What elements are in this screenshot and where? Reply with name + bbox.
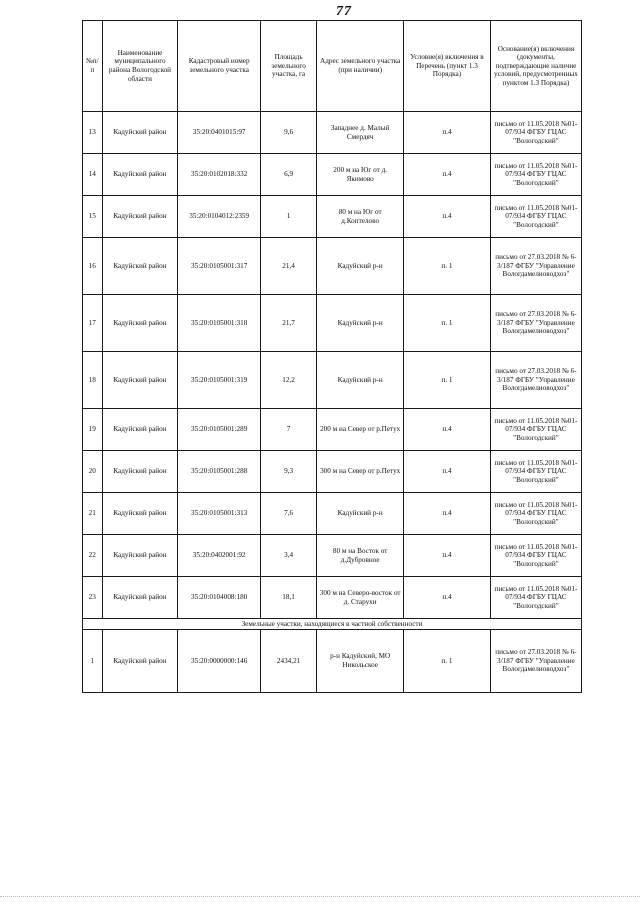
table-row — [83, 451, 582, 493]
cell-basis: письмо от 27.03.2018 № 6-3/187 ФГБУ "Управление Вологдамелиоводхоз" — [490, 352, 581, 409]
cell-cadastral: 35:20:0104008:180 — [178, 577, 260, 619]
cell-condition: п. 1 — [404, 238, 491, 295]
cell-basis: письмо от 27.03.2018 № 6-3/187 ФГБУ "Управление Вологдамелиоводхоз" — [490, 295, 581, 352]
cell-address: 300 м на Северо-восток от д. Старухи — [317, 577, 404, 619]
cell-num: 19 — [83, 409, 103, 451]
cell-num: 23 — [83, 577, 103, 619]
cell-condition: п. 1 — [404, 630, 491, 693]
cell-num: 22 — [83, 535, 103, 577]
cell-area: 9,6 — [260, 112, 316, 154]
cell-cadastral: 35:20:0102018:332 — [178, 154, 260, 196]
cell-cadastral: 35:20:0000000:146 — [178, 630, 260, 693]
cell-address: 300 м на Север от р.Петух — [317, 451, 404, 493]
cell-cadastral: 35:20:0401015:97 — [178, 112, 260, 154]
cell-area: 12,2 — [260, 352, 316, 409]
cell-num: 18 — [83, 352, 103, 409]
cell-condition: п.4 — [404, 112, 491, 154]
cell-municipality: Кадуйский район — [102, 409, 178, 451]
cell-condition: п.4 — [404, 577, 491, 619]
table-row — [83, 493, 582, 535]
cell-area: 7 — [260, 409, 316, 451]
cell-num: 13 — [83, 112, 103, 154]
cell-area: 18,1 — [260, 577, 316, 619]
cell-basis: письмо от 11.05.2018 №01-07/934 ФГБУ ГЦАС "Вологодский" — [490, 577, 581, 619]
cell-address: 200 м на Север от р.Петух — [317, 409, 404, 451]
cell-municipality: Кадуйский район — [102, 154, 178, 196]
cell-municipality: Кадуйский район — [102, 112, 178, 154]
table-row — [83, 630, 582, 693]
cell-num: 16 — [83, 238, 103, 295]
table-row — [83, 409, 582, 451]
cell-condition: п. 1 — [404, 295, 491, 352]
cell-condition: п.4 — [404, 493, 491, 535]
cell-basis: письмо от 11.05.2018 №01-07/934 ФГБУ ГЦАС "Вологодский" — [490, 493, 581, 535]
table-row — [83, 112, 582, 154]
cell-num: 14 — [83, 154, 103, 196]
header-num: №п/п — [83, 21, 103, 112]
cell-cadastral: 35:20:0105001:318 — [178, 295, 260, 352]
table-row — [83, 196, 582, 238]
cell-area: 21,4 — [260, 238, 316, 295]
cell-area: 3,4 — [260, 535, 316, 577]
cell-basis: письмо от 11.05.2018 №01-07/934 ФГБУ ГЦАС "Вологодский" — [490, 196, 581, 238]
section-header-row — [83, 619, 582, 630]
cell-basis: письмо от 11.05.2018 №01-07/934 ФГБУ ГЦАС "Вологодский" — [490, 451, 581, 493]
cell-municipality: Кадуйский район — [102, 238, 178, 295]
header-basis: Основание(я) включения (документы, подтверждающие наличие условий, предусмотренных пунктом 1.3 Порядка) — [490, 21, 581, 112]
cell-address: Кадуйский р-н — [317, 493, 404, 535]
cell-municipality: Кадуйский район — [102, 535, 178, 577]
cell-address: 80 м на Восток от д.Дубровное — [317, 535, 404, 577]
table-row — [83, 535, 582, 577]
cell-address: Кадуйский р-н — [317, 352, 404, 409]
cell-municipality: Кадуйский район — [102, 295, 178, 352]
cell-num: 20 — [83, 451, 103, 493]
header-condition: Условие(я) включения в Перечень (пункт 1.3 Порядка) — [404, 21, 491, 112]
cell-condition: п.4 — [404, 451, 491, 493]
cell-address: р-н Кадуйский, МО Никольское — [317, 630, 404, 693]
table-header-row — [83, 21, 582, 112]
cell-municipality: Кадуйский район — [102, 493, 178, 535]
cell-municipality: Кадуйский район — [102, 196, 178, 238]
table-row — [83, 154, 582, 196]
cell-num: 1 — [83, 630, 103, 693]
page-number: 77 — [336, 4, 352, 19]
cell-address: 80 м на Юг от д.Коптелово — [317, 196, 404, 238]
cell-num: 15 — [83, 196, 103, 238]
cell-municipality: Кадуйский район — [102, 630, 178, 693]
cell-condition: п.4 — [404, 154, 491, 196]
cell-area: 9,3 — [260, 451, 316, 493]
cell-area: 7,6 — [260, 493, 316, 535]
cell-municipality: Кадуйский район — [102, 451, 178, 493]
section-title: Земельные участки, находящиеся в частной собственности — [83, 619, 582, 630]
cell-num: 21 — [83, 493, 103, 535]
cell-basis: письмо от 27.03.2018 № 6-3/187 ФГБУ "Управление Вологдамелиоводхоз" — [490, 630, 581, 693]
cell-municipality: Кадуйский район — [102, 577, 178, 619]
cell-area: 1 — [260, 196, 316, 238]
cell-address: Кадуйский р-н — [317, 238, 404, 295]
cell-basis: письмо от 27.03.2018 № 6-3/187 ФГБУ "Управление Вологдамелиоводхоз" — [490, 238, 581, 295]
header-area: Площадь земельного участка, га — [260, 21, 316, 112]
cell-municipality: Кадуйский район — [102, 352, 178, 409]
cell-num: 17 — [83, 295, 103, 352]
cell-address: 200 м на Юг от д. Якимово — [317, 154, 404, 196]
cell-cadastral: 35:20:0105001:288 — [178, 451, 260, 493]
cell-basis: письмо от 11.05.2018 №01-07/934 ФГБУ ГЦАС "Вологодский" — [490, 409, 581, 451]
cell-basis: письмо от 11.05.2018 №01-07/934 ФГБУ ГЦАС "Вологодский" — [490, 154, 581, 196]
table-row — [83, 352, 582, 409]
header-municipality: Наименование муниципального района Вологодской области — [102, 21, 178, 112]
land-plots-table — [82, 20, 582, 693]
table-row — [83, 295, 582, 352]
cell-address: Кадуйский р-н — [317, 295, 404, 352]
cell-condition: п.4 — [404, 409, 491, 451]
header-cadastral: Кадастровый номер земельного участка — [178, 21, 260, 112]
cell-cadastral: 35:20:0105001:289 — [178, 409, 260, 451]
cell-area: 6,9 — [260, 154, 316, 196]
cell-cadastral: 35:20:0402001:92 — [178, 535, 260, 577]
cell-basis: письмо от 11.05.2018 №01-07/934 ФГБУ ГЦАС "Вологодский" — [490, 535, 581, 577]
table-row — [83, 577, 582, 619]
cell-area: 21,7 — [260, 295, 316, 352]
cell-cadastral: 35:20:0104012:2359 — [178, 196, 260, 238]
cell-cadastral: 35:20:0105001:313 — [178, 493, 260, 535]
cell-condition: п. 1 — [404, 352, 491, 409]
cell-cadastral: 35:20:0105001:319 — [178, 352, 260, 409]
table-row — [83, 238, 582, 295]
cell-basis: письмо от 11.05.2018 №01-07/934 ФГБУ ГЦАС "Вологодский" — [490, 112, 581, 154]
cell-address: Западнее д. Малый Смердяч — [317, 112, 404, 154]
header-address: Адрес земельного участка (при наличии) — [317, 21, 404, 112]
cell-condition: п.4 — [404, 535, 491, 577]
cell-area: 2434,21 — [260, 630, 316, 693]
scan-edge-artifact — [0, 896, 640, 899]
cell-cadastral: 35:20:0105001:317 — [178, 238, 260, 295]
cell-condition: п.4 — [404, 196, 491, 238]
